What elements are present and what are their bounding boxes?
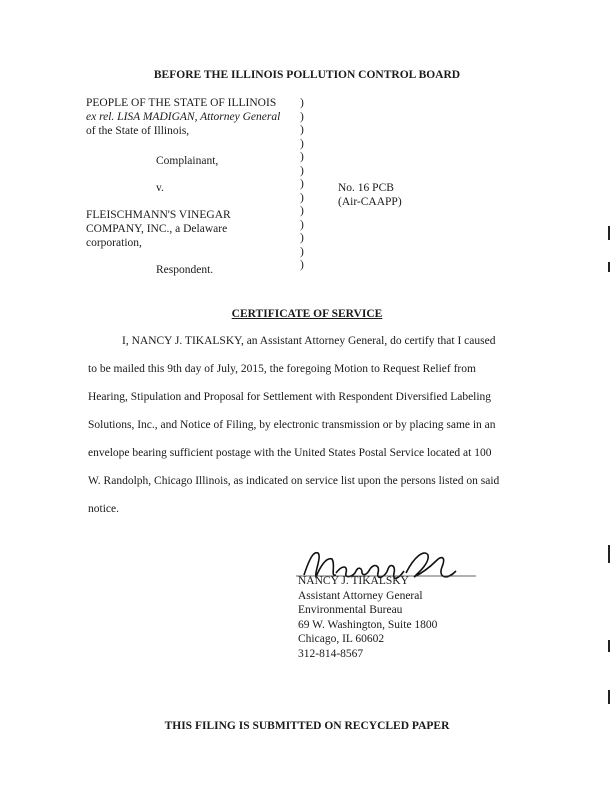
body-line-5: envelope bearing sufficient postage with the United States Postal Service located at 100 bbox=[88, 447, 492, 459]
scan-edge-mark bbox=[608, 545, 610, 563]
scan-edge-mark bbox=[608, 262, 610, 272]
caption-parentheses: ) ) ) ) ) ) ) ) ) ) ) ) ) bbox=[300, 97, 304, 271]
certificate-title: CERTIFICATE OF SERVICE bbox=[231, 308, 383, 320]
plaintiff-line-1: PEOPLE OF THE STATE OF ILLINOIS bbox=[86, 97, 277, 109]
scan-edge-mark bbox=[608, 226, 610, 240]
body-line-1: I, NANCY J. TIKALSKY, an Assistant Attorney General, do certify that I caused bbox=[122, 335, 496, 347]
signer-name: NANCY J. TIKALSKY bbox=[298, 575, 409, 587]
body-line-2: to be mailed this 9th day of July, 2015, the foregoing Motion to Request Relief from bbox=[88, 363, 476, 375]
complainant-label: Complainant, bbox=[156, 155, 219, 167]
signer-address: 69 W. Washington, Suite 1800 bbox=[298, 618, 438, 631]
body-line-7: notice. bbox=[88, 503, 119, 515]
signer-bureau: Environmental Bureau bbox=[298, 604, 403, 617]
case-number: No. 16 PCB bbox=[338, 182, 394, 194]
signature-block bbox=[298, 574, 437, 662]
defendant-line-3: corporation, bbox=[86, 237, 142, 249]
plaintiff-line-2-text: ex rel. LISA MADIGAN, Attorney General bbox=[86, 111, 281, 123]
signer-title: Assistant Attorney General bbox=[298, 589, 423, 602]
scan-edge-mark bbox=[608, 690, 610, 704]
case-type: (Air-CAAPP) bbox=[338, 196, 402, 208]
body-line-4: Solutions, Inc., and Notice of Filing, by electronic transmission or by placing same in an bbox=[88, 419, 496, 431]
body-line-3: Hearing, Stipulation and Proposal for Settlement with Respondent Diversified Labeling bbox=[88, 391, 492, 403]
defendant-line-2: COMPANY, INC., a Delaware bbox=[86, 223, 228, 235]
plaintiff-line-2 bbox=[86, 111, 280, 125]
versus-label: v. bbox=[156, 182, 164, 194]
body-line-6: W. Randolph, Chicago Illinois, as indicated on service list upon the persons listed on said bbox=[88, 475, 500, 487]
board-heading: BEFORE THE ILLINOIS POLLUTION CONTROL BOARD bbox=[153, 69, 461, 81]
recycled-paper-notice: THIS FILING IS SUBMITTED ON RECYCLED PAPER bbox=[164, 720, 450, 732]
plaintiff-line-3: of the State of Illinois, bbox=[86, 125, 190, 137]
signer-city: Chicago, IL 60602 bbox=[298, 633, 385, 646]
defendant-line-1: FLEISCHMANN'S VINEGAR bbox=[86, 209, 231, 221]
scan-edge-mark bbox=[608, 640, 610, 652]
respondent-label: Respondent. bbox=[156, 264, 214, 276]
signer-phone: 312-814-8567 bbox=[298, 647, 364, 660]
